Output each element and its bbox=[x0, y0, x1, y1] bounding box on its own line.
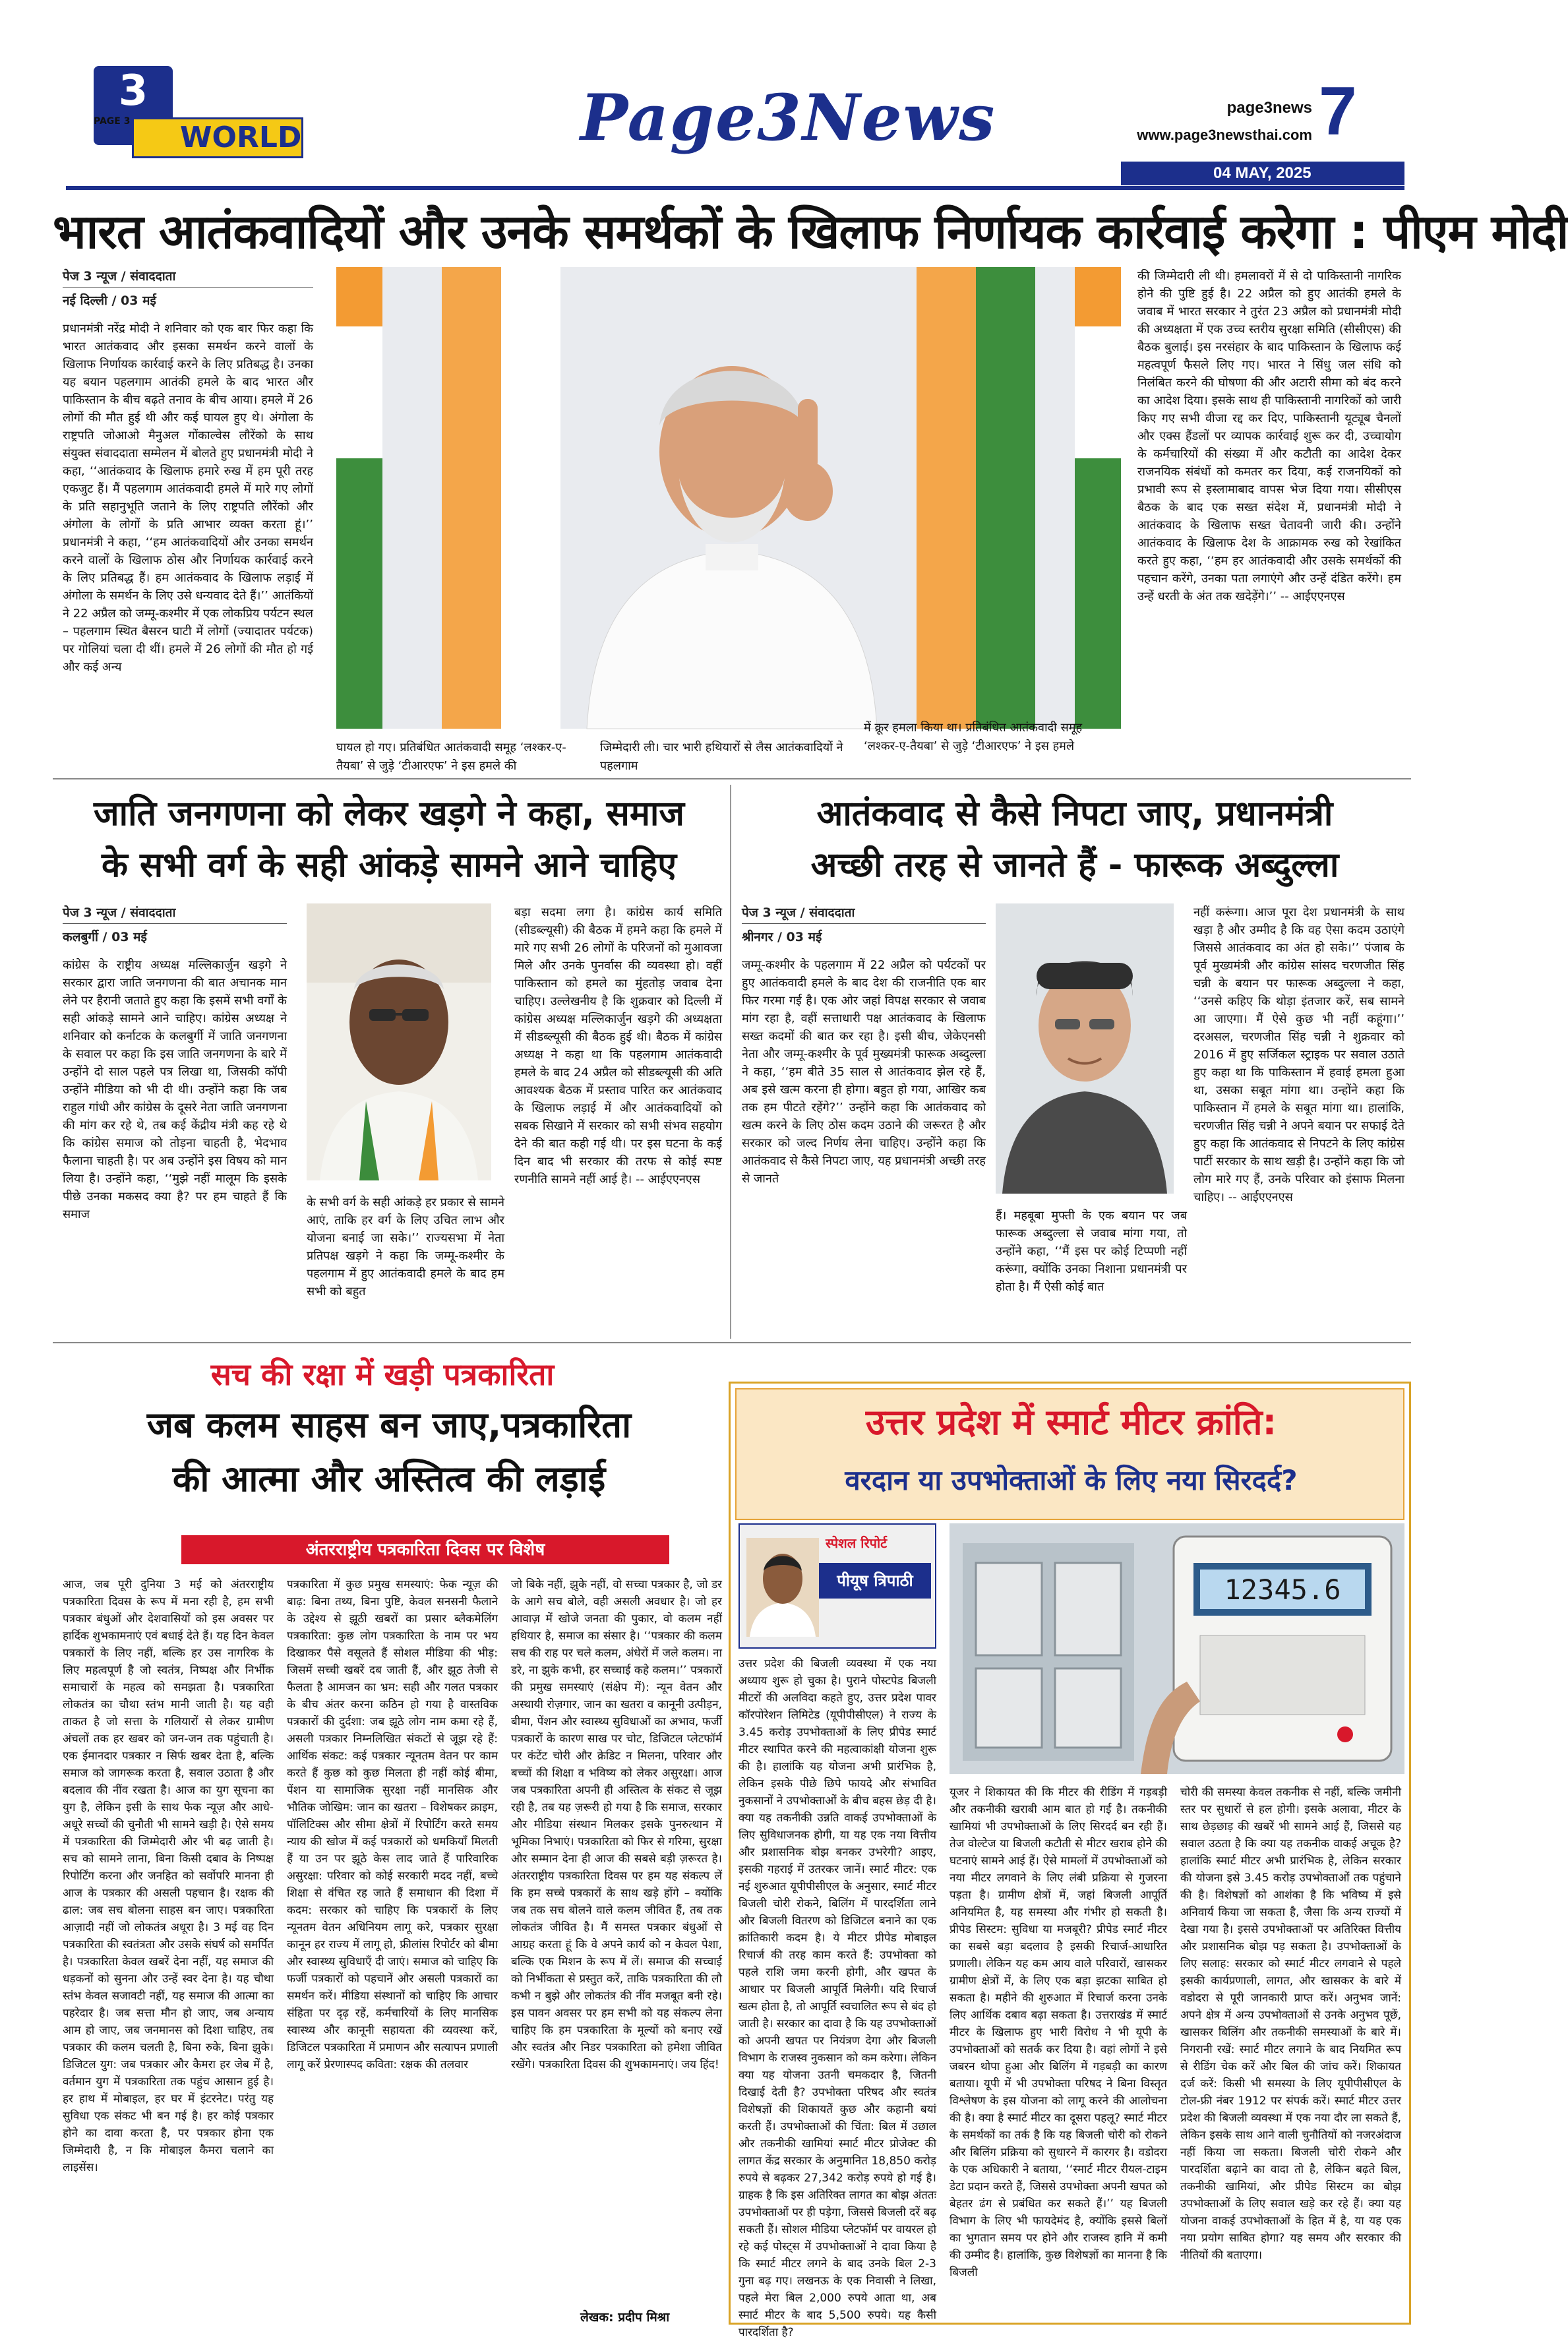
story3-column-2: हैं। महबूबा मुफ्ती के एक बयान पर जब फारूक अब्दुल्ला से जवाब मांगा गया, तो उन्होंने कहा, ‘‘मैं इस पर कोई टिप्पणी नहीं करूंगा, क्योंकि उनका निशाना प्रधानमंत्री पर होता है। मैं ऐसी कोई बात bbox=[996, 1209, 1187, 1294]
story3-headline-line2: अच्छी तरह से जानते हैं - फारूक अब्दुल्ला bbox=[810, 845, 1339, 885]
story2-column-1: कांग्रेस के राष्ट्रीय अध्यक्ष मल्लिकार्जुन खड़गे ने सरकार द्वारा जाति जनगणना की बात अचानक मान लेने पर हैरानी जताते हुए कहा कि इसमें सभी वर्गों के सही आंकड़े सामने आने चाहिए। कांग्रेस अध्यक्ष ने शनिवार को कर्नाटक के कलबुर्गी में जाति जनगणना के सवाल पर कहा कि इस जाति जनगणना के बारे में उन्होंने दो साल पहले पत्र लिखा था, जिसकी कॉपी उन्होंने मीडिया को भी दी थी। उन्होंने कहा कि जब राहुल गांधी और कांग्रेस के दूसरे नेता जाति जनगणना की मांग कर रहे थे, तब कई केंद्रीय मंत्री कह रहे थे कि कांग्रेस समाज को तोड़ना चाहती है, भेदभाव फैलाना चाहती है। पर अब उन्होंने इस विषय को मान लिया है। उन्होंने कहा, ‘‘मुझे नहीं मालूम कि इसके पीछे उनका मकसद क्या है? पर हम चाहते हैं कि समाज bbox=[63, 958, 287, 1221]
masthead-title: Page3News bbox=[580, 80, 996, 155]
story4-headline-line1: जब कलम साहस बन जाए,पत्रकारिता bbox=[146, 1404, 632, 1446]
story5-column-1: उत्तर प्रदेश की बिजली व्यवस्था में एक नया अध्याय शुरू हो चुका है। पुराने पोस्टपेड बिजली मीटरों की अलविदा कहते हुए, उत्तर प्रदेश पावर कॉरपोरेशन लिमिटेड (यूपीपीसीएल) ने राज्य के 3.45 करोड़ उपभोक्ताओं के लिए प्रीपेड स्मार्ट मीटर स्थापित करने की महत्वाकांक्षी योजना शुरू की है। हालांकि यह योजना अभी प्रारंभिक है, लेकिन इसके पीछे छिपे फायदे और संभावित नुकसानों ने उपभोक्ताओं के बीच बहस छेड़ दी है। क्या यह तकनीकी उन्नति वाकई उपभोक्ताओं के लिए सुविधाजनक होगी, या यह एक नया वित्तीय और प्रशासनिक बोझ बनकर उभरेगी? आइए, इसकी गहराई में उतरकर जानें। स्मार्ट मीटर: एक नई शुरुआत यूपीपीसीएल के अनुसार, स्मार्ट मीटर बिजली चोरी रोकने, बिलिंग में पारदर्शिता लाने और बिजली वितरण को डिजिटल बनाने का एक क्रांतिकारी कदम है। ये मीटर प्रीपेड मोबाइल रिचार्ज की तरह काम करते हैं: उपभोक्ता को पहले राशि जमा करनी होगी, और खपत के आधार पर बिजली आपूर्ति मिलेगी। यदि रिचार्ज खत्म होता है, तो आपूर्ति स्वचालित रूप से बंद हो जाती है। सरकार का दावा है कि यह उपभोक्ताओं को अपनी खपत पर नियंत्रण देगा और बिजली विभाग के राजस्व नुकसान को कम करेगा। लेकिन क्या यह योजना उतनी चमकदार है, जितनी दिखाई देती है? उपभोक्ता परिषद और स्वतंत्र विशेषज्ञों की शिकायतें कुछ और कहानी बयां करती हैं। उपभोक्ताओं की चिंता: बिल में उछाल और तकनीकी खामियां स्मार्ट मीटर प्रोजेक्ट की लागत केंद्र सरकार के अनुमानित 18,850 करोड़ रुपये से बढ़कर 27,342 करोड़ रुपये हो गई है। ग्राहक है कि इस अतिरिक्त लागत का बोझ अंततः उपभोक्ताओं पर ही पड़ेगा, जिससे बिजली दरें बढ़ सकती हैं। सोशल मीडिया प्लेटफॉर्म पर वायरल हो रहे कई पोस्ट्स में उपभोक्ताओं ने दावा किया है कि स्मार्ट मीटर लगने के बाद उनके बिल 2-3 गुना बढ़ गए। लखनऊ के एक निवासी ने लिखा, पहले मेरा बिल 2,000 रुपये आता था, अब स्मार्ट मीटर के बाद 5,500 रुपये। यह कैसी पारदर्शिता है? bbox=[739, 1657, 936, 2339]
author-name: पीयूष त्रिपाठी bbox=[819, 1563, 931, 1599]
story1-byline-source: पेज 3 न्यूज / संवाददाता bbox=[63, 267, 313, 288]
story4-column-3: जो बिके नहीं, झुके नहीं, वो सच्चा पत्रकार है, जो डर के आगे सच बोले, वही असली अवधार है। जो हर आवाज़ में खोजे जनता की पुकार, वो कलम नहीं हथियार है, समाज का संसार है। ‘‘पत्रकार की कलम सच की राह पर चले कलम, अंधेरों में जले कलम। ना डरे, ना झुके कभी, हर सच्चाई कहे कलम।’’ पत्रकारों की प्रमुख समस्याएं (संक्षेप में): न्यून वेतन और अस्थायी रोज़गार, जान का खतरा व कानूनी उत्पीड़न, बीमा, पेंशन और स्वास्थ्य सुविधाओं का अभाव, फर्जी पत्रकारों के कारण साख पर चोट, डिजिटल प्लेटफॉर्म पर कंटेंट चोरी और क्रेडिट न मिलना, परिवार और बच्चों की शिक्षा व भविष्य को लेकर असुरक्षा। आज जब पत्रकारिता अपनी ही अस्तित्व के संकट से जूझ रही है, तब यह ज़रूरी हो गया है कि समाज, सरकार और मीडिया संस्थान मिलकर इसके पुनरुत्थान में भूमिका निभाएं। पत्रकारिता को फिर से गरिमा, सुरक्षा और सम्मान देना ही आज की सबसे बड़ी ज़रूरत है। अंतरराष्ट्रीय पत्रकारिता दिवस पर हम यह संकल्प लें कि हम सच्चे पत्रकारों के साथ खड़े होंगे – क्योंकि जब तक सच बोलने वाले कलम जीवित हैं, तब तक लोकतंत्र जीवित है। मैं समस्त पत्रकार बंधुओं से आग्रह करता हूं कि वे अपने कार्य को न केवल पेशा, बल्कि एक मिशन के रूप में लें। समाज की सच्चाई को निर्भीकता से प्रस्तुत करें, ताकि पत्रकारिता की लौ कभी न बुझे और लोकतंत्र की नींव मजबूत बनी रहे। इस पावन अवसर पर हम सभी को यह संकल्प लेना चाहिए कि हम पत्रकारिता के मूल्यों को बनाए रखें और स्वतंत्र और निडर पत्रकारिता को हमेशा जीवित रखेंगे। पत्रकारिता दिवस की शुभकामनाएं। जय हिंद! bbox=[511, 1578, 722, 2071]
story5-column-3: चोरी की समस्या केवल तकनीक से नहीं, बल्कि जमीनी स्तर पर सुधारों से हल होगी। इसके अलावा, मीटर के साथ छेड़छाड़ की खबरें भी सामने आई हैं, जिससे यह सवाल उठता है कि क्या यह तकनीक वाकई अचूक है? हालांकि स्मार्ट मीटर अभी प्रारंभिक है, लेकिन सरकार की योजना इसे 3.45 करोड़ उपभोक्ताओं तक पहुंचाने की है। विशेषज्ञों को आशंका है कि भविष्य में इसे अनिवार्य किया जा सकता है, जैसा कि अन्य राज्यों में देखा गया है। इससे उपभोक्ताओं पर अतिरिक्त वित्तीय और प्रशासनिक बोझ पड़ सकता है। उपभोक्ताओं के लिए सलाह: सरकार को स्मार्ट मीटर लगवाने से पहले इसकी कार्यप्रणाली, लागत, और खासकर के बारे में वडोदरा से पूरी जानकारी प्राप्त करें। अनुभव जानें: अपने क्षेत्र में अन्य उपभोक्ताओं से उनके अनुभव पूछें, खासकर बिलिंग और तकनीकी समस्याओं के बारे में। निगरानी रखें: स्मार्ट मीटर लगाने के बाद नियमित रूप से रीडिंग चेक करें और बिल की जांच करें। शिकायत दर्ज करें: किसी भी समस्या के लिए यूपीपीसीएल के टोल-फ्री नंबर 1912 पर संपर्क करें। स्मार्ट मीटर उत्तर प्रदेश की बिजली व्यवस्था में एक नया दौर ला सकते हैं, लेकिन इसके साथ आने वाली चुनौतियों को नजरअंदाज नहीं किया जा सकता। बिजली चोरी रोकने और पारदर्शिता बढ़ाने का वादा तो है, लेकिन बढ़ते बिल, तकनीकी खामियां, और प्रीपेड सिस्टम का बोझ उपभोक्ताओं के लिए सवाल खड़े कर रहे हैं। क्या यह योजना वाकई उपभोक्ताओं के हित में है, या यह एक नया प्रयोग साबित होगा? यह समय और सरकार की नीतियों की बताएगा। bbox=[1180, 1786, 1401, 2262]
story1-byline-place: नई दिल्ली / 03 मई bbox=[63, 293, 156, 308]
story1-headline: भारत आतंकवादियों और उनके समर्थकों के खिलाफ निर्णायक कार्रवाई करेगा : पीएम मोदी bbox=[53, 204, 1568, 259]
story4-day-band bbox=[181, 1535, 669, 1564]
story2-byline-place: कलबुर्गी / 03 मई bbox=[63, 930, 147, 944]
story4-day-band-text: अंतरराष्ट्रीय पत्रकारिता दिवस पर विशेष bbox=[305, 1540, 545, 1560]
story1-right-column: की जिम्मेदारी ली थी। हमलावरों में से दो पाकिस्तानी नागरिक होने की पुष्टि हुई है। 22 अप्रैल को हुए आतंकी हमले के जवाब में भारत सरकार ने तुरंत 23 अप्रैल को प्रधानमंत्री मोदी की अध्यक्षता में एक उच्च स्तरीय सुरक्षा समिति (सीसीएस) की बैठक बुलाई। इस नरसंहार के बाद पाकिस्तान के खिलाफ कई महत्वपूर्ण फैसले लिए गए। भारत ने सिंधु जल संधि को निलंबित करने की घोषणा की और अटारी सीमा को बंद करने का आदेश दिया। इसके साथ ही पाकिस्तानी नागरिकों को जारी किए गए सभी वीजा रद्द कर दिए, पाकिस्तानी यूट्यूब चैनलों और एक्स हैंडलों पर व्यापक कार्रवाई शुरू कर दी, उच्चायोग के कर्मचारियों की संख्या में और कटौती का आदेश देकर राजनयिक संबंधों को कमतर कर दिया, कई राजनयिकों को प्रभावी रूप से इस्लामाबाद वापस भेज दिया गया। सीसीएस बैठक के बाद एक सख्त संदेश में, प्रधानमंत्री मोदी ने आतंकवाद के खिलाफ सख्त चेतावनी जारी की। उन्होंने आतंकवाद के खिलाफ देश के आक्रामक रुख को रेखांकित करते हुए कहा, ‘‘हम हर आतंकवादी और उसके समर्थकों की पहचान करेंगे, उनका पता लगाएंगे और उन्हें दंडित करेंगे। हम उन्हें धरती के अंत तक खदेड़ेंगे।’’ -- आईएएनएस bbox=[1137, 269, 1401, 603]
story5-headline-line2: वरदान या उपभोक्ताओं के लिए नया सिरदर्द? bbox=[845, 1464, 1298, 1496]
story4-kicker: सच की रक्षा में खड़ी पत्रकारिता bbox=[210, 1357, 555, 1392]
story3-byline-source: पेज 3 न्यूज / संवाददाता bbox=[742, 903, 986, 924]
story3-photo bbox=[996, 903, 1174, 1194]
story3-headline bbox=[739, 788, 1411, 891]
story4-signature: लेखक: प्रदीप मिश्रा bbox=[580, 2310, 670, 2325]
masthead-contacts bbox=[1134, 99, 1312, 144]
website-url: www.page3newsthai.com bbox=[1137, 127, 1312, 143]
author-avatar bbox=[746, 1538, 819, 1637]
masthead-rule bbox=[66, 186, 1404, 190]
story1-caption-b: जिम्मेदारी ली। चार भारी हथियारों से लैस आतंकवादियों ने पहलगाम bbox=[600, 741, 843, 773]
story5-photo bbox=[950, 1523, 1404, 1774]
logo-caption: PAGE 3 bbox=[94, 116, 131, 127]
story5-column-2: यूजर ने शिकायत की कि मीटर की रीडिंग में गड़बड़ी और तकनीकी खराबी आम बात हो गई है। तकनीकी खामियां भी उपभोक्ताओं के लिए सिरदर्द बन रही हैं। तेज वोल्टेज या बिजली कटौती से मीटर खराब होने की घटनाएं सामने आई हैं। ऐसे मामलों में उपभोक्ताओं को नया मीटर लगवाने के लिए लंबी प्रक्रिया से गुजरना पड़ता है। ग्रामीण क्षेत्रों में, जहां बिजली आपूर्ति अनियमित है, यह समस्या और गंभीर हो सकती है। प्रीपेड सिस्टम: सुविधा या मजबूरी? प्रीपेड स्मार्ट मीटर का सबसे बड़ा बदलाव है इसकी रिचार्ज-आधारित प्रणाली। लेकिन यह कम आय वाले परिवारों, खासकर ग्रामीण क्षेत्रों में, के लिए एक बड़ा झटका साबित हो सकता है। महीने की शुरुआत में रिचार्ज करना उनके लिए आर्थिक दबाव बढ़ा सकता है। उत्तराखंड में स्मार्ट मीटर के खिलाफ हुए भारी विरोध ने भी यूपी के उपभोक्ताओं को सतर्क कर दिया है। वहां लोगों ने इसे जबरन थोपा हुआ और बिलिंग में गड़बड़ी का कारण बताया। यूपी में भी उपभोक्ता परिषद ने बिना विस्तृत विश्लेषण के इस योजना को लागू करने की आलोचना की है। क्या है स्मार्ट मीटर का दूसरा पहलू? स्मार्ट मीटर के समर्थकों का तर्क है कि यह बिजली चोरी को रोकने और बिलिंग प्रक्रिया को सुधारने में कारगर है। वडोदरा के एक अधिकारी ने बताया, ‘‘स्मार्ट मीटर रीयल-टाइम डेटा प्रदान करते हैं, जिससे उपभोक्ता अपनी खपत को बेहतर ढंग से प्रबंधित कर सकते हैं।’’ यह बिजली विभाग के लिए भी फायदेमंद है, क्योंकि इससे बिलों का भुगतान समय पर होने और राजस्व हानि में कमी की उम्मीद है। हालांकि, कुछ विशेषज्ञों का मानना है कि बिजली bbox=[950, 1786, 1167, 2279]
story3-byline bbox=[742, 903, 986, 945]
date-bar bbox=[1121, 162, 1404, 185]
story3-byline-place: श्रीनगर / 03 मई bbox=[742, 930, 822, 944]
logo-number: 3 bbox=[118, 67, 148, 115]
story2-photo bbox=[307, 903, 491, 1180]
story4-headline bbox=[53, 1398, 725, 1506]
section-label bbox=[132, 117, 303, 158]
story4-column-2: पत्रकारिता में कुछ प्रमुख समस्याएं: फेक न्यूज़ की बाढ़: बिना तथ्य, बिना पुष्टि, केवल सनसनी फैलाने के उद्देश्य से झूठी खबरों का प्रसार ब्लैकमेलिंग पत्रकारिता: कुछ लोग पत्रकारिता के नाम पर भय दिखाकर पैसे वसूलते हैं सोशल मीडिया की भीड़: जिसमें सच्ची खबरें दब जाती हैं, और झूठ तेजी से फैलता है आमजन का भ्रम: सही और गलत पत्रकार के बीच अंतर करना कठिन हो गया है वास्तविक पत्रकारों की दुर्दशा: जब झूठे लोग नाम कमा रहे हैं, असली पत्रकार निम्नलिखित संकटों से जूझ रहे हैं: आर्थिक संकट: कई पत्रकार न्यूनतम वेतन पर काम करते हैं कुछ को कुछ मिलता ही नहीं कोई बीमा, पेंशन या सामाजिक सुरक्षा नहीं मानसिक और भौतिक जोखिम: जान का खतरा – विशेषकर क्राइम, पॉलिटिक्स और सीमा क्षेत्रों में रिपोर्टिंग करते समय न्याय की खोज में कई पत्रकारों को धमकियाँ मिलती हैं या उन पर झूठे केस लाद जाते हैं पारिवारिक असुरक्षा: परिवार को कोई सरकारी मदद नहीं, बच्चे शिक्षा से वंचित रह जाते हैं समाधान की दिशा में कदम: सरकार को चाहिए कि पत्रकारों के लिए न्यूनतम वेतन अधिनियम लागू करे, पत्रकार सुरक्षा कानून हर राज्य में लागू हो, फ्रीलांस रिपोर्टर को बीमा और स्वास्थ्य सुविधाएँ दी जाएं। समाज को चाहिए कि फर्जी पत्रकारों को पहचानें और असली पत्रकारों का समर्थन करें। मीडिया संस्थानों को चाहिए कि आचार संहिता पर दृढ़ रहें, कर्मचारियों के लिए मानसिक स्वास्थ्य और कानूनी सहायता की व्यवस्था करें, डिजिटल पत्रकारिता में प्रमाणन और सत्यापन प्रणाली लागू करें प्रेरणास्पद कविता: रक्षक की तलवार bbox=[287, 1578, 498, 2071]
story2-column-2: के सभी वर्ग के सही आंकड़े हर प्रकार से सामने आएं, ताकि हर वर्ग के लिए उचित लाभ और योजना बनाई जा सके।’’ राज्यसभा में नेता प्रतिपक्ष खड़गे ने कहा कि जम्मू-कश्मीर के पहलगाम में हुए आतंकवादी हमले के बाद हम सभी को बहुत bbox=[307, 1196, 504, 1298]
social-handle: page3news bbox=[1226, 99, 1312, 117]
story2-headline-line2: के सभी वर्ग के सही आंकड़े सामने आने चाहिए bbox=[101, 845, 677, 885]
author-card bbox=[739, 1523, 936, 1649]
story2-byline bbox=[63, 903, 287, 945]
story1-byline bbox=[63, 267, 313, 309]
story1-left-column: प्रधानमंत्री नरेंद्र मोदी ने शनिवार को एक बार फिर कहा कि भारत आतंकवाद और इसका समर्थन करने वालों के खिलाफ निर्णायक कार्रवाई करने के लिए प्रतिबद्ध है। उनका यह बयान पहलगाम आतंकी हमले के बाद भारत और पाकिस्तान के बीच बढ़ते तनाव के बीच आया। हमले में 26 लोगों की मौत हुई थी और कई घायल हुए थे। अंगोला के राष्ट्रपति जोआओ मैनुअल गोंकाल्वेस लौरेंको के साथ संयुक्त संवाददाता सम्मेलन में बोलते हुए प्रधानमंत्री मोदी ने कहा, ‘‘आतंकवाद के खिलाफ हमारे रुख में हम पूरी तरह एकजुट हैं। मैं पहलगाम आतंकवादी हमले में मारे गए लोगों के प्रति सहानुभूति जताने के लिए राष्ट्रपति लौरेंको और अंगोला के लोगों के प्रति आभार व्यक्त करता हूं।’’ प्रधानमंत्री ने कहा, ‘‘हम आतंकवादियों और उनका समर्थन करने वालों के खिलाफ ठोस और निर्णायक कार्रवाई करने के लिए प्रतिबद्ध हैं। हम आतंकवाद के खिलाफ लड़ाई में अंगोला के समर्थन के लिए उसे धन्यवाद देते हैं।’’ आतंकियों ने 22 अप्रैल को जम्मू-कश्मीर में एक लोकप्रिय पर्यटन स्थल – पहलगाम स्थित बैसरन घाटी में लोगों (ज्यादातर पर्यटक) पर गोलियां चला दी थीं। हमले में 26 लोगों की मौत हो गई और कई अन्य bbox=[63, 322, 313, 674]
section-divider-2 bbox=[53, 1342, 1411, 1343]
section-divider bbox=[53, 778, 1411, 779]
story1-caption-a: घायल हो गए। प्रतिबंधित आतंकवादी समूह ‘लश्कर-ए-तैयबा’ से जुड़े ‘टीआरएफ’ ने इस हमले की bbox=[336, 741, 566, 773]
section-label-text: WORLD bbox=[180, 121, 302, 154]
story2-column-3: बड़ा सदमा लगा है। कांग्रेस कार्य समिति (सीडब्ल्यूसी) की बैठक में हमने कहा कि हमले में मारे गए सभी 26 लोगों के परिजनों को मुआवजा मिले और उनके पुनर्वास की व्यवस्था हो। वहीं पाकिस्तान को हमले का मुंहतोड़ जवाब देना चाहिए। उल्लेखनीय है कि शुक्रवार को दिल्ली में कांग्रेस अध्यक्ष मल्लिकार्जुन खड़गे की अध्यक्षता में सीडब्ल्यूसी की बैठक हुई थी। बैठक में कांग्रेस अध्यक्ष ने कहा था कि पहलगाम आतंकवादी हमले के बाद 24 अप्रैल को सीडब्ल्यूसी की अति आवश्यक बैठक में प्रस्ताव पारित कर आतंकवाद के खिलाफ लड़ाई में और आतंकवादियों को सबक सिखाने में सरकार को सभी संभव सहयोग देने की बात कही गई थी। पर इस घटना के कई दिन बाद भी सरकार की तरफ से कोई स्पष्ट रणनीति सामने नहीं आई है। -- आईएएनएस bbox=[514, 905, 722, 1186]
story2-headline bbox=[53, 788, 725, 891]
story2-byline-source: पेज 3 न्यूज / संवाददाता bbox=[63, 903, 287, 924]
story3-column-3: नहीं करूंगा। आज पूरा देश प्रधानमंत्री के साथ खड़ा है और उम्मीद है कि वह ऐसा कदम उठाएंगे जिससे आतंकवाद का अंत हो सके।’’ पंजाब के पूर्व मुख्यमंत्री और कांग्रेस सांसद चरणजीत सिंह चन्नी के बयान पर फारूक अब्दुल्ला ने कहा, ‘‘उनसे कहिए कि थोड़ा इंतजार करें, सब सामने आ जाएगा। मैं ऐसे कुछ भी नहीं कहूंगा।’’ दरअसल, चरणजीत सिंह चन्नी ने शुक्रवार को 2016 में हुए सर्जिकल स्ट्राइक पर सवाल उठाते हुए कहा था कि पाकिस्तान में हवाई हमला हुआ था, उसका सबूत मांगा था। उन्होंने कहा कि पाकिस्तान में हमले के सबूत मांगा था। हालांकि, चरणजीत सिंह चन्नी ने अपने बयान पर सफाई देते हुए कहा कि आतंकवाद से निपटने के लिए कांग्रेस पार्टी सरकार के साथ खड़ी है। उन्होंने कहा कि जो लोग मारे गए हैं, उनके परिवार को इंसाफ मिलना चाहिए। -- आईएएनएस bbox=[1193, 905, 1404, 1204]
pm-modi-photo bbox=[336, 267, 1121, 729]
story1-photo bbox=[336, 267, 1121, 729]
page-number: 7 bbox=[1319, 73, 1357, 150]
smart-meter-photo bbox=[950, 1523, 1404, 1774]
column-rule bbox=[730, 785, 731, 1339]
story3-headline-line1: आतंकवाद से कैसे निपटा जाए, प्रधानमंत्री bbox=[816, 794, 1333, 834]
story5-headline-line1: उत्तर प्रदेश में स्मार्ट मीटर क्रांति: bbox=[865, 1401, 1277, 1443]
meter-display: 12345.6 bbox=[1224, 1573, 1341, 1606]
story4-column-1: आज, जब पूरी दुनिया 3 मई को अंतरराष्ट्रीय पत्रकारिता दिवस के रूप में मना रही है, हम सभी पत्रकार बंधुओं और देशवासियों को इस अवसर पर हार्दिक शुभकामनाएं एवं बधाई देते हैं। यह दिन केवल पत्रकारों के लिए नहीं, बल्कि हर उस नागरिक के लिए महत्वपूर्ण है जो स्वतंत्र, निष्पक्ष और निर्भीक समाचारों के महत्व को समझता है। पत्रकारिता लोकतंत्र का चौथा स्तंभ मानी जाती है। यह वही ताकत है जो सत्ता के गलियारों से लेकर ग्रामीण अंचलों तक हर खबर को जन-जन तक पहुंचाती है। एक ईमानदार पत्रकार न सिर्फ खबर देता है, बल्कि समाज को जागरूक करता है, सवाल उठाता है और बदलाव की नींव रखता है। आज का युग सूचना का युग है, लेकिन इसी के साथ फेक न्यूज़ और आधे-अधूरे सच्चों की चुनौती भी सामने खड़ी है। ऐसे समय में पत्रकारिता की जिम्मेदारी और भी बढ़ जाती है। सच को सामने लाना, बिना किसी दबाव के निष्पक्ष रिपोर्टिंग करना और जनहित को सर्वोपरि मानना ही आज के पत्रकार की असली पहचान है। रक्षक की ढाल: जब सच बोलना साहस बन जाए। पत्रकारिता आज़ादी नहीं जो लोकतंत्र अधूरा है। 3 मई वह दिन पत्रकारिता की स्वतंत्रता और उसके संघर्ष को समर्पित है। पत्रकारिता केवल खबरें देना नहीं, यह समाज की धड़कनों को सुनना और उन्हें स्वर देना है। यह चौथा स्तंभ केवल सजावटी नहीं, यह समाज की आत्मा का पहरेदार है। जब सत्ता मौन हो जाए, जब अन्याय आम हो जाए, जब जनमानस को दिशा चाहिए, तब पत्रकार की कलम चलती है, बिना रुके, बिना झुके। डिजिटल युग: जब पत्रकार और कैमरा हर जेब में है, वर्तमान युग में पत्रकारिता तक पहुंच आसान हुई है। हर हाथ में मोबाइल, हर घर में इंटरनेट। परंतु यह सुविधा एक संकट भी बन गई है। हर कोई पत्रकार होने का दावा करता है, पर पत्रकार होना एक जिम्मेदारी है, न कि मोबाइल कैमरा चलाने का लाइसेंस। bbox=[63, 1578, 274, 2174]
story1-caption-c: में क्रूर हमला किया था। प्रतिबंधित आतंकवादी समूह ‘लश्कर-ए-तैयबा’ से जुड़े ‘टीआरएफ’ ने इस हमले bbox=[864, 721, 1083, 753]
kharge-photo bbox=[307, 903, 491, 1180]
story4-headline-line2: की आत्मा और अस्तित्व की लड़ाई bbox=[172, 1458, 606, 1500]
farooq-abdullah-photo bbox=[996, 903, 1174, 1194]
report-label: स्पेशल रिपोर्ट bbox=[826, 1535, 888, 1551]
story2-headline-line1: जाति जनगणना को लेकर खड़गे ने कहा, समाज bbox=[94, 794, 684, 834]
story5-headline-panel bbox=[735, 1388, 1404, 1520]
issue-date: 04 MAY, 2025 bbox=[1213, 164, 1312, 182]
story3-column-1: जम्मू-कश्मीर के पहलगाम में 22 अप्रैल को पर्यटकों पर हुए आतंकवादी हमले के बाद देश की राजनीति एक बार फिर गरमा गई है। एक ओर जहां विपक्ष सरकार से जवाब मांग रहा है, वहीं सत्ताधारी पक्ष आतंकवाद के खिलाफ सख्त कदमों की बात कर रहा है। इसी बीच, जेकेएनसी नेता और जम्मू-कश्मीर के पूर्व मुख्यमंत्री फारूक अब्दुल्ला ने कहा, ‘‘हम बीते 35 साल से आतंकवाद झेल रहे हैं, अब इसे खत्म करना ही होगा। बहुत हो गया, आखिर कब तक हम पीटते रहेंगे?’’ उन्होंने कहा कि आतंकवाद को खत्म करने के लिए ठोस कदम उठाने की जरूरत है और सरकार को जल्द निर्णय लेना चाहिए। उन्होंने कहा कि आतंकवाद से कैसे निपटा जाए, यह प्रधानमंत्री अच्छी तरह से जानते bbox=[742, 958, 986, 1186]
